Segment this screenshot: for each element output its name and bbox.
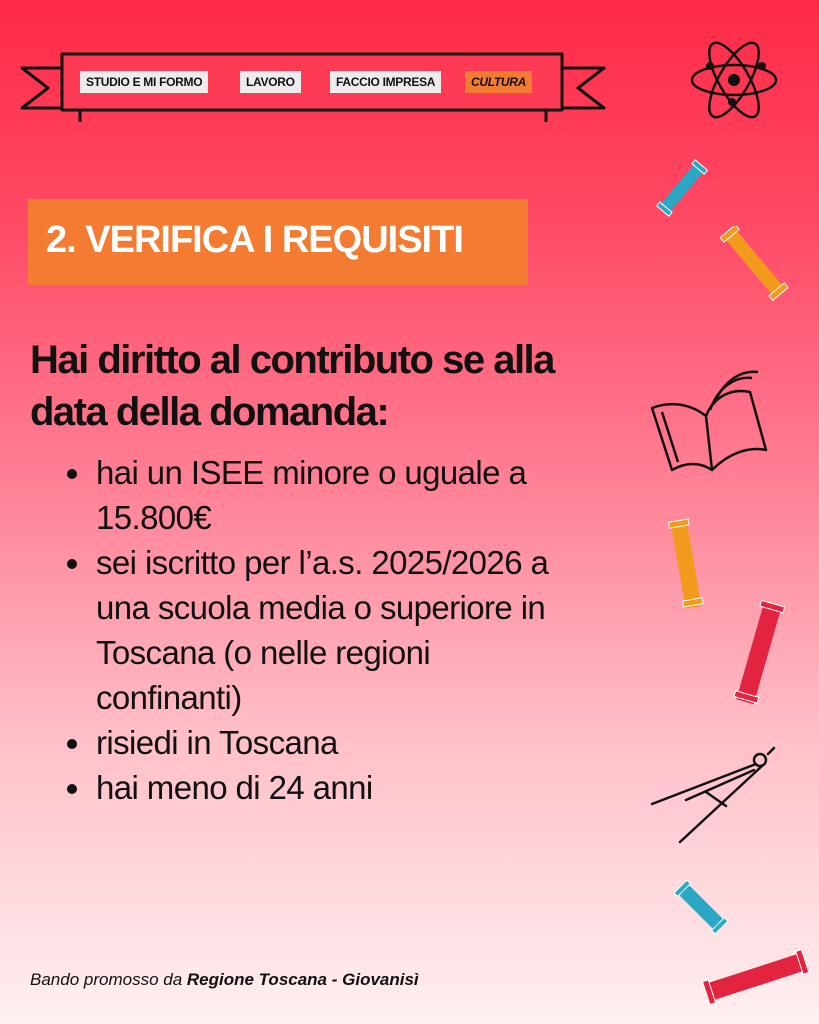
footer-credit [30, 970, 419, 990]
atom-icon [688, 34, 780, 126]
tab-cultura[interactable]: CULTURA [465, 71, 532, 93]
requirement-item: • hai un ISEE minore o uguale a 15.800€ [94, 450, 564, 540]
step-title: 2. VERIFICA I REQUISITI [46, 219, 463, 261]
step-heading-box [28, 199, 528, 285]
crayon-yellow-icon [656, 518, 716, 610]
tab-lavoro[interactable]: LAVORO [240, 71, 301, 93]
crayon-red-icon [722, 600, 798, 706]
eligibility-headline: Hai diritto al contributo se alla data della domanda: [30, 338, 554, 434]
requirements-list [58, 450, 564, 810]
footer-prefix: Bando promosso da [30, 970, 187, 989]
tab-studio-e-mi-formo[interactable]: STUDIO E MI FORMO [80, 71, 208, 93]
compass-icon [646, 746, 778, 848]
requirement-item: • risiedi in Toscana [94, 720, 564, 765]
tab-faccio-impresa[interactable]: FACCIO IMPRESA [330, 71, 441, 93]
requirement-item: • hai meno di 24 anni [94, 765, 564, 810]
crayon-blue-small-icon [668, 874, 734, 940]
footer-promoter: Regione Toscana - Giovanisì [186, 970, 419, 989]
crayon-orange-icon [712, 226, 796, 302]
requirement-item: • sei iscritto per l’a.s. 2025/2026 a una scuola media o superiore in Toscana (o nelle regioni confinanti) [94, 540, 564, 720]
crayon-blue-icon [650, 156, 714, 220]
open-book-icon [648, 366, 770, 474]
crayon-red-small-icon [700, 946, 812, 1010]
